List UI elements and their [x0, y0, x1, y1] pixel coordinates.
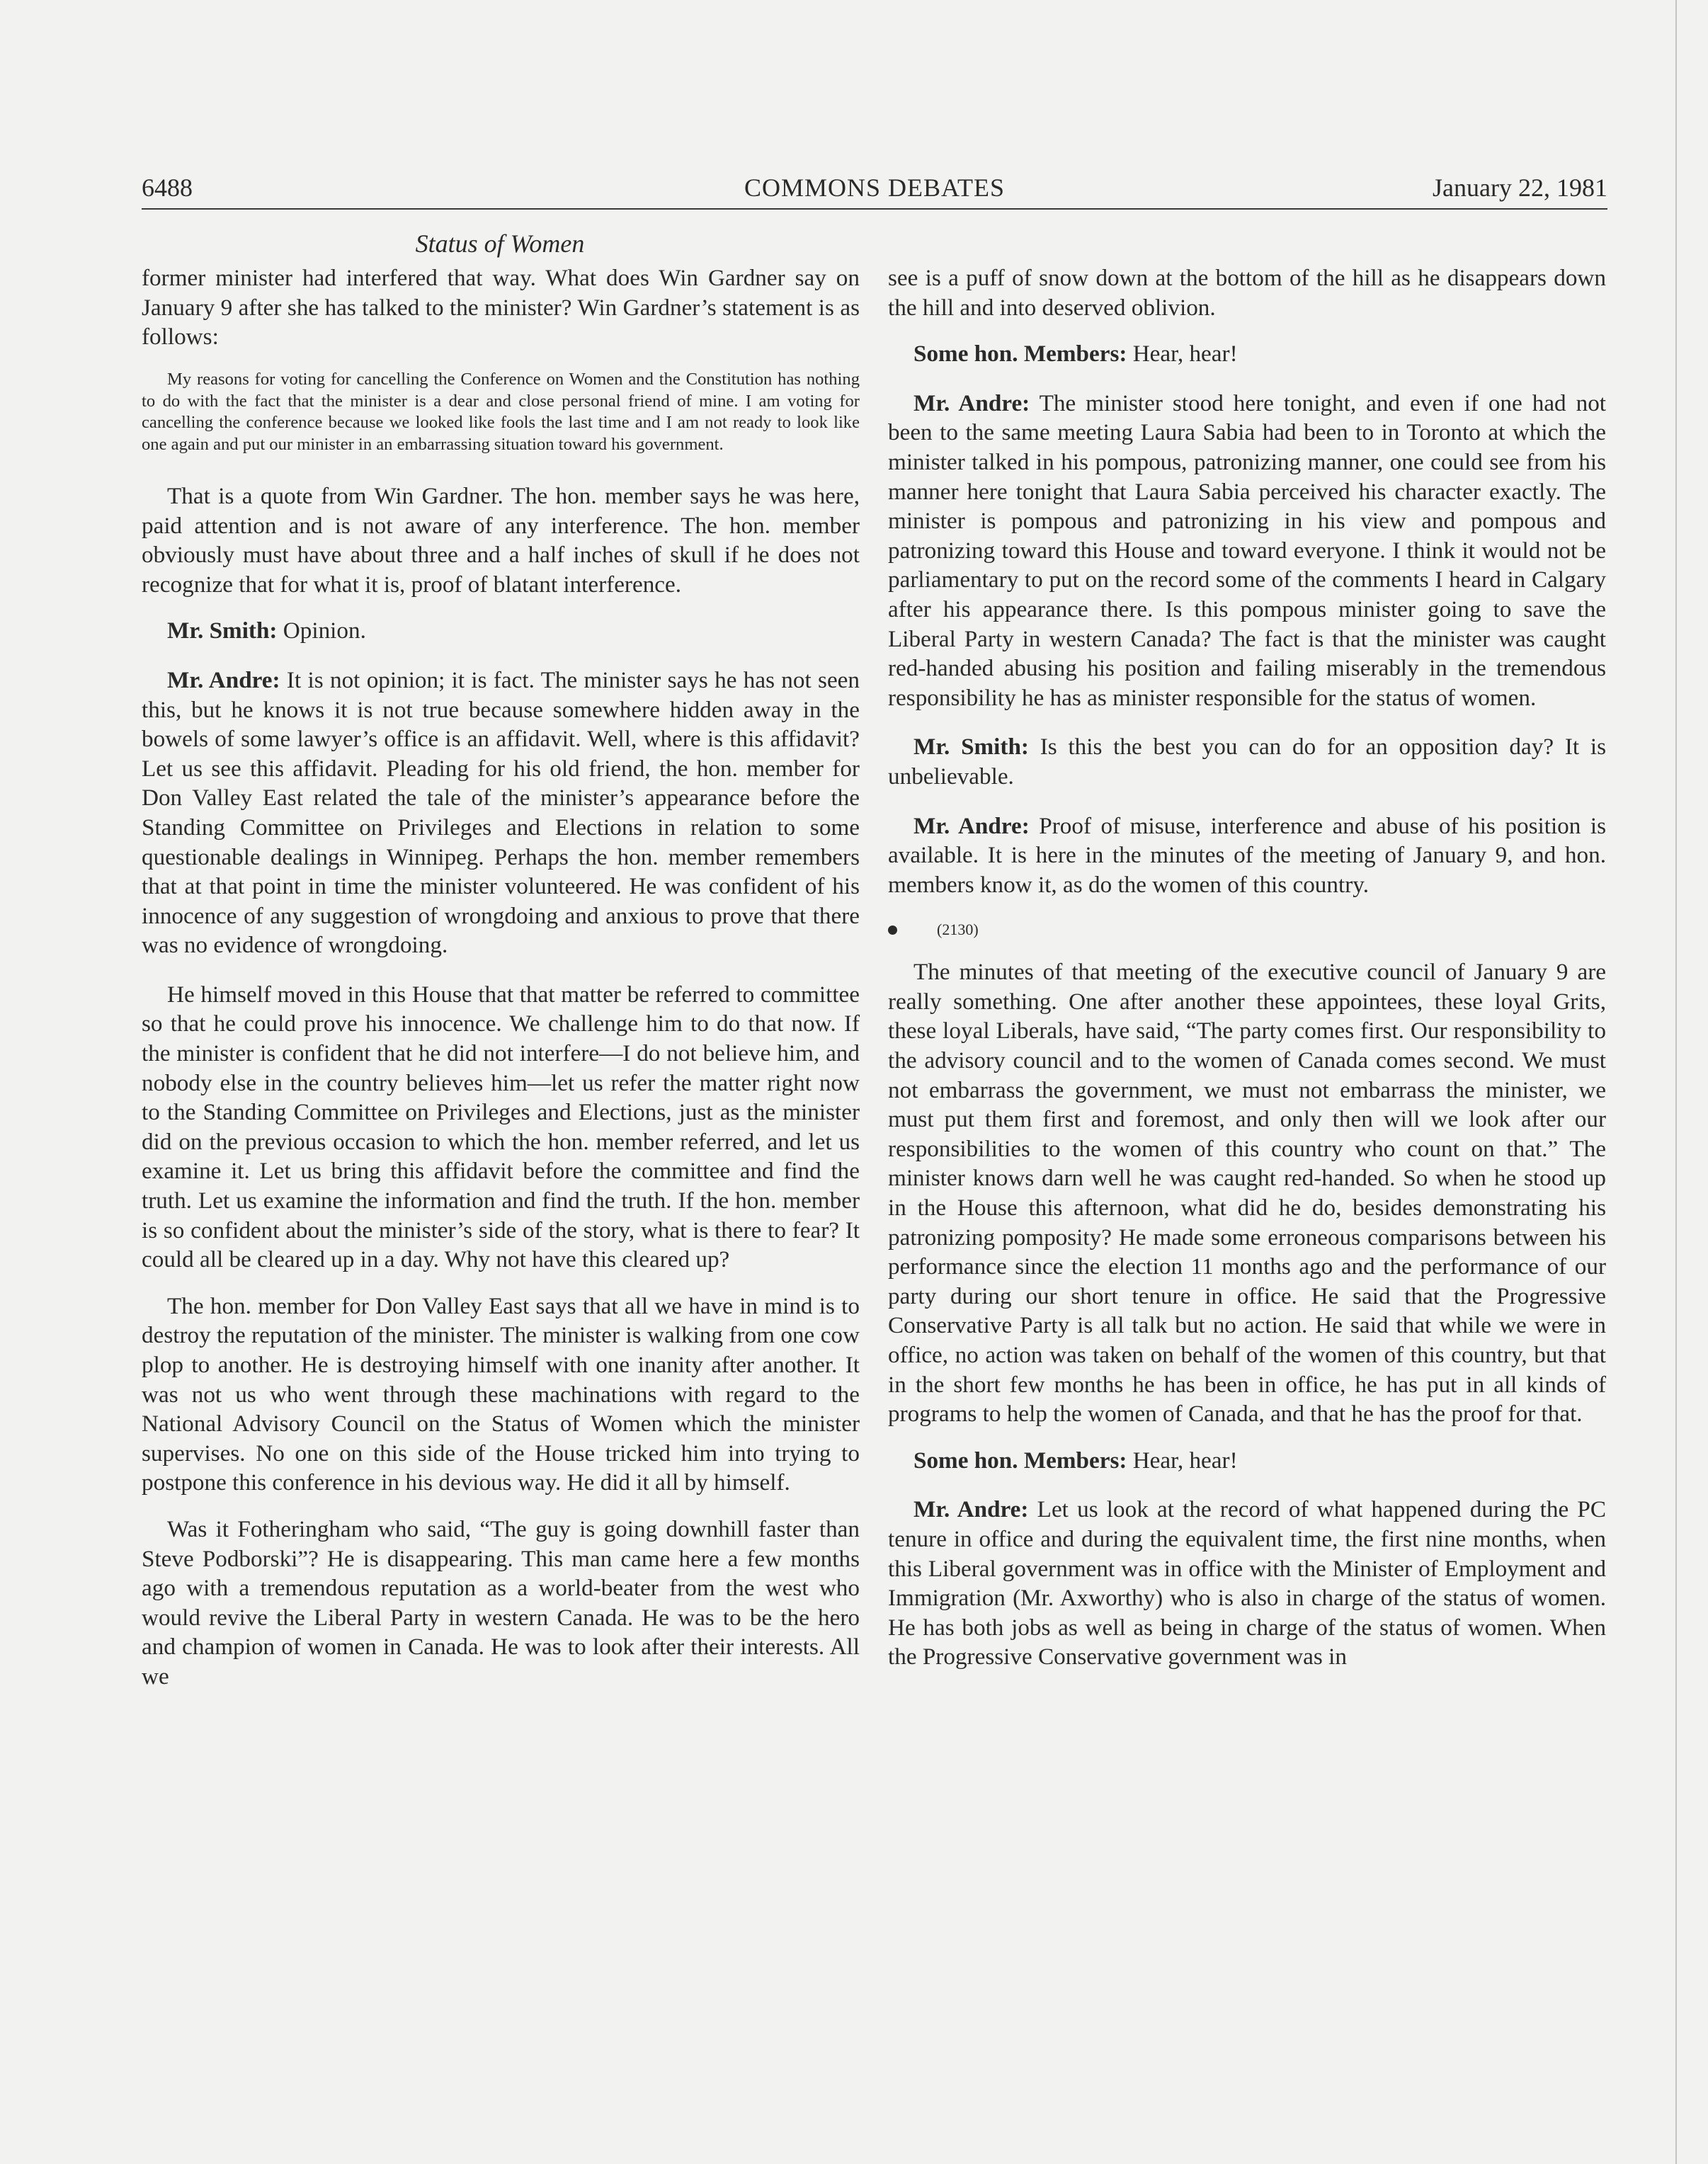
paragraph: [142, 1515, 860, 1692]
speaker-name: Mr. Andre:: [913, 1496, 1029, 1523]
page-number: 6488: [142, 173, 193, 202]
paragraph-text: The hon. member for Don Valley East says that all we have in mind is to destroy the reputation of the minister. The minister is walking from one cow plop to another. He is destroying himself with one inanity after another. It was not us who went through these machinations with regard to the National Advisory Council on the Status of Women which the minister supervises. No one on this side of the House tricked him into trying to postpone this conference in his devious way. He did it all by himself.: [142, 1292, 860, 1496]
paragraph-text: Hear, hear!: [1132, 341, 1238, 368]
continued-paragraph: [142, 263, 860, 352]
speech-paragraph: [142, 616, 860, 646]
paragraph: [142, 980, 860, 1275]
paragraph-text: That is a quote from Win Gardner. The hon. member says he was here, paid attention and is not aware of any interference. The hon. member obviously must have about three and a half inches of skull if he does not recognize that for what it is, proof of blatant interference.: [142, 482, 860, 598]
speech-paragraph: [888, 812, 1606, 900]
speaker-name: Mr. Andre:: [913, 389, 1030, 416]
paragraph-text: Proof of misuse, interference and abuse of his position is available. It is here in the minutes of the meeting of January 9, and hon. members know it, as do the women of this country.: [888, 812, 1606, 898]
page-header: [142, 171, 1607, 204]
speech-paragraph: [888, 1446, 1606, 1476]
speaker-name: Mr. Andre:: [167, 666, 280, 693]
paragraph-text: Hear, hear!: [1132, 1447, 1238, 1474]
paragraph-text: The minister stood here tonight, and even if one had not been to the same meeting Laura Sabia had been to in Toronto at which the minister talked in his pompous, patronizing manner, one could see from his manner here tonight that Laura Sabia perceived his character exactly. The minister is pompous and patronizing in his view and pompous and patronizing toward this House and toward everyone. I think it would not be parliamentary to put on the record some of the comments I heard in Calgary after his appearance there. Is this pompous minister going to save the Liberal Party in western Canada? The fact is that the minister was caught red-handed abusing his position and failing miserably in the tremendous responsibility he has as minister responsible for the status of women.: [888, 389, 1607, 711]
right-column: [888, 263, 1606, 1692]
speech-paragraph: [888, 732, 1606, 791]
speaker-name: Mr. Andre:: [913, 812, 1030, 839]
page-edge-line: [1675, 0, 1677, 2164]
paragraph-text: The minutes of that meeting of the executive council of January 9 are really something. One after another these appointees, these loyal Grits, these loyal Liberals, have said, “The party comes first. Our responsibility to the advisory council and to the women of Canada comes second. We must not embarrass the government, we must not embarrass the minister, we must put them first and foremost, and only then will we look after our responsibilities to the women of this country who count on that.” The minister knows darn well he was caught red-handed. So when he stood up in the House this afternoon, what did he do, besides demonstrating his patronizing pomposity? He made some erroneous comparisons between his performance since the election 11 months ago and the performance of our party during our short tenure in office. He said that the Progressive Conservative Party is all talk but no action. He said that while we were in office, no action was taken on behalf of the women of this country, but that in the short few months he has been in office, he has put in all kinds of programs to help the women of Canada, and that he has the proof for that.: [888, 959, 1606, 1428]
paragraph-text: see is a puff of snow down at the bottom of the hill as he disappears down the hill and into deserved oblivion.: [888, 265, 1606, 321]
header-rule: [142, 208, 1607, 210]
speech-paragraph: [888, 389, 1606, 713]
speaker-name: Mr. Smith:: [167, 617, 278, 644]
paragraph: [142, 482, 860, 599]
paragraph-text: He himself moved in this House that that matter be referred to committee so that he could prove his innocence. We challenge him to do that now. If the minister is confident that he did not interfere—I do not believe him, and nobody else in the country believes him—let us refer the matter right now to the Standing Committee on Privileges and Elections, just as the minister did on the previous occasion to which the hon. member referred, and let us examine it. Let us bring this affidavit before the committee and find the truth. Let us examine the information and find the truth. If the hon. member is so confident about the minister’s side of the story, what is there to fear? It could all be cleared up in a day. Why not have this cleared up?: [142, 981, 860, 1273]
speech-paragraph: [888, 339, 1606, 369]
paragraph-text: My reasons for voting for cancelling the Conference on Women and the Constitution has nothing to do with the fact that the minister is a dear and close personal friend of mine. I am voting for cancelling the conference because we looked like fools the last time and I am not ready to look like one again and put our minister in an embarrassing situation toward his government.: [142, 369, 860, 455]
paragraph-text: Was it Fotheringham who said, “The guy is going downhill faster than Steve Podborski”? He is disappearing. This man came here a few months ago with a tremendous reputation as a world-beater from the west who would revive the Liberal Party in western Canada. He was to be the hero and champion of women in Canada. He was to look after their interests. All we: [142, 1515, 860, 1690]
paragraph-text: Is this the best you can do for an opposition day? It is unbelievable.: [888, 734, 1606, 790]
speaker-name: Some hon. Members:: [913, 1447, 1127, 1474]
bullet-icon: [888, 926, 897, 935]
paragraph: [888, 957, 1606, 1429]
paragraph-text: It is not opinion; it is fact. The minister says he has not seen this, but he knows it is not true because somewhere hidden away in the bowels of some lawyer’s office is an affidavit. Well, where is this affidavit? Let us see this affidavit. Pleading for his old friend, the hon. member for Don Valley East related the tale of the minister’s appearance before the Standing Committee on Privileges and Elections in relation to some questionable dealings in Winnipeg. Perhaps the hon. member remembers that at that point in time the minister volunteered. He was confident of his innocence of any suggestion of wrongdoing and anxious to prove that there was no evidence of wrongdoing.: [142, 666, 860, 959]
time-marker-text: (2130): [937, 921, 979, 939]
speech-paragraph: [142, 666, 860, 960]
continued-paragraph: [888, 263, 1606, 322]
paragraph: [142, 1292, 860, 1498]
section-title: Status of Women: [415, 229, 585, 258]
paragraph-text: former minister had interfered that way. What does Win Gardner say on January 9 after she has talked to the minister? Win Gardner’s statement is as follows:: [142, 265, 860, 351]
paragraph-text: Let us look at the record of what happened during the PC tenure in office and during the equivalent time, the first nine months, when this Liberal government was in office with the Minister of Employment and Immigration (Mr. Axworthy) who is also in charge of the status of women. He has both jobs as well as being in charge of the status of women. When the Progressive Conservative government was in: [888, 1496, 1606, 1670]
paragraph-text: Opinion.: [283, 617, 366, 644]
header-date: January 22, 1981: [1433, 173, 1607, 202]
speaker-name: Some hon. Members:: [913, 341, 1127, 368]
speaker-name: Mr. Smith:: [913, 734, 1029, 761]
publication-title: COMMONS DEBATES: [744, 173, 1006, 202]
time-marker: [888, 919, 1606, 940]
block-quote: [142, 369, 860, 456]
speech-paragraph: [888, 1495, 1606, 1672]
left-column: [142, 263, 860, 1709]
